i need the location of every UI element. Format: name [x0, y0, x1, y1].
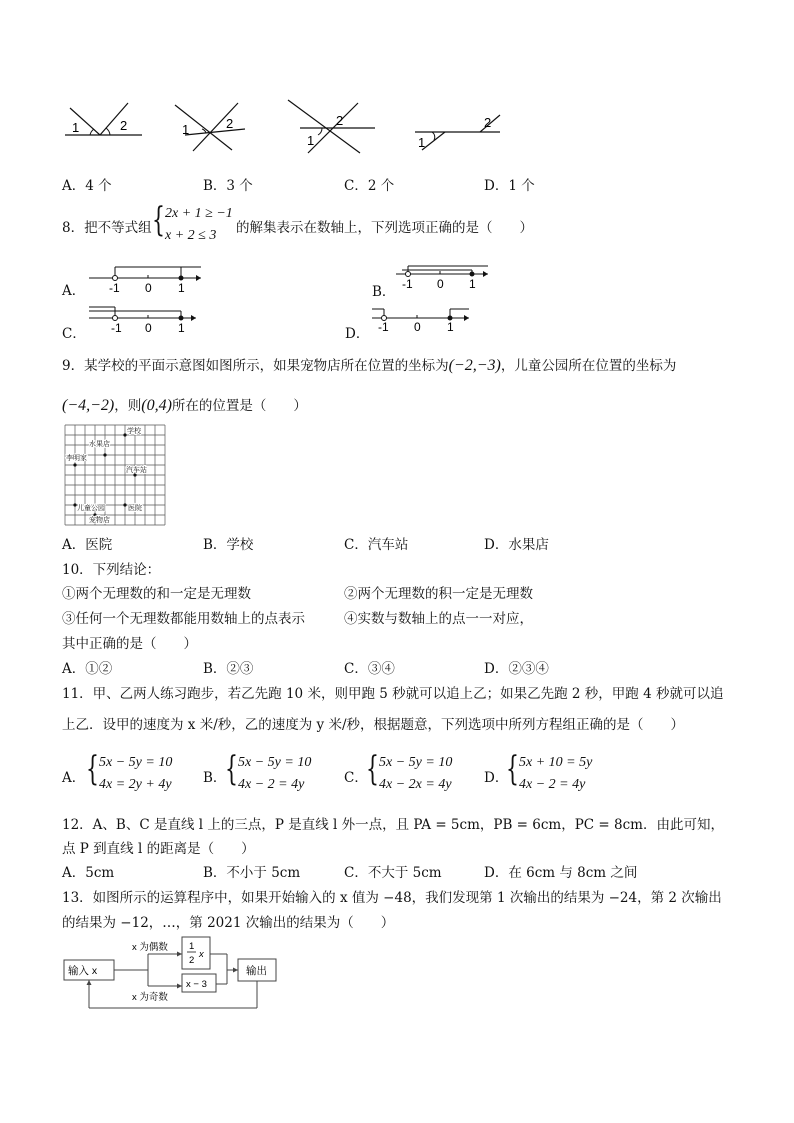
q8-ineq-1: 2x + 1 ≥ −1: [165, 206, 233, 221]
q8-option-a-letter[interactable]: A．: [62, 283, 86, 299]
q7-option-a[interactable]: A．4 个: [62, 178, 112, 194]
q7-b-label-2: 2: [226, 116, 234, 131]
q13-half-var: x: [199, 949, 204, 960]
q10-statement-4: ④实数与数轴上的点一一对应，: [344, 611, 533, 627]
q10-title: 10．下列结论：: [62, 562, 161, 578]
q9-coord-target: (0,4): [141, 397, 172, 414]
q8-brace: {: [152, 200, 165, 240]
q13-minus-box: x − 3: [186, 979, 207, 990]
q11-b-brace: {: [225, 749, 238, 789]
q9-text-2a: ，则: [114, 398, 142, 414]
q9-map-fruit-shop: 水果店: [89, 441, 110, 448]
q10-statement-1: ①两个无理数的和一定是无理数: [62, 586, 251, 602]
q7-figure-d: [415, 115, 500, 150]
q9-map-school: 学校: [127, 428, 141, 435]
q9-map-liming-home: 李明家: [66, 455, 87, 462]
q8-c-tick-0: 0: [145, 321, 152, 335]
q11-d-eq-1: 5x + 10 = 5y: [519, 755, 593, 770]
q10-option-d[interactable]: D．②③④: [484, 661, 549, 677]
q9-coord-park: (−4,−2): [62, 397, 115, 414]
q8-option-c-letter[interactable]: C．: [62, 326, 86, 342]
q8-a-tick-0: 0: [145, 281, 152, 295]
q12-option-d[interactable]: D．在 6cm 与 8cm 之间: [484, 865, 638, 881]
q13-line-1: 13．如图所示的运算程序中，如果开始输入的 x 值为 −48，我们发现第 1 次输出的结果为 −24，第 2 次输出: [62, 890, 722, 906]
q13-output-box: 输出: [246, 965, 267, 977]
q8-numberline-a[interactable]: [85, 264, 205, 296]
q9-option-b[interactable]: B．学校: [203, 537, 254, 553]
q11-a-eq-1: 5x − 5y = 10: [99, 755, 173, 770]
q11-option-b-letter[interactable]: B．: [203, 770, 227, 786]
q12-option-b[interactable]: B．不小于 5cm: [203, 865, 301, 881]
q8-numberline-d[interactable]: [368, 304, 473, 334]
q12-line-1: 12．A、B、C 是直线 l 上的三点，P 是直线 l 外一点，且 PA = 5cm，PB = 6cm，PC = 8cm．由此可知，: [62, 817, 724, 833]
q10-option-a[interactable]: A．①②: [62, 661, 113, 677]
q11-c-brace: {: [366, 749, 379, 789]
q9-map-hospital: 医院: [128, 505, 142, 512]
q9-map-childrens-park: 儿童公园: [77, 505, 105, 512]
q10-statement-2: ②两个无理数的积一定是无理数: [344, 586, 533, 602]
q9-map-bus-station: 汽车站: [126, 467, 147, 474]
q9-line-2: [62, 394, 307, 415]
q7-figure-c: [288, 100, 375, 153]
q8-ineq-2: x + 2 ≤ 3: [165, 228, 217, 243]
q7-d-label-2: 2: [484, 115, 492, 130]
q13-half-den: 2: [189, 955, 195, 966]
q9-text-1b: ，儿童公园所在位置的坐标为: [500, 358, 677, 374]
q9-option-d[interactable]: D．水果店: [484, 537, 549, 553]
q7-a-label-2: 2: [120, 118, 128, 133]
q9-map: [64, 424, 166, 526]
q8-option-b-letter[interactable]: B．: [372, 284, 396, 300]
q9-text-1: 9．某学校的平面示意图如图所示，如果宠物店所在位置的坐标为: [62, 358, 449, 374]
q7-c-label-2: 2: [336, 113, 344, 128]
q11-a-brace: {: [86, 749, 99, 789]
q13-flowchart: [62, 934, 280, 1012]
q7-option-b[interactable]: B．3 个: [203, 178, 253, 194]
q11-a-eq-2: 4x = 2y + 4y: [99, 777, 172, 792]
q7-figure-a: [65, 103, 142, 135]
q13-odd-label: x 为奇数: [132, 992, 168, 1003]
q9-option-c[interactable]: C．汽车站: [344, 537, 409, 553]
q11-c-eq-1: 5x − 5y = 10: [379, 755, 453, 770]
q11-option-d-system[interactable]: [519, 752, 592, 796]
q9-line-1: [62, 354, 676, 375]
q11-b-eq-1: 5x − 5y = 10: [238, 755, 312, 770]
q11-d-eq-2: 4x − 2 = 4y: [519, 777, 586, 792]
q8-a-tick-1: 1: [178, 281, 185, 295]
q10-option-c[interactable]: C．③④: [344, 661, 395, 677]
q8-d-tick-neg1: -1: [378, 320, 389, 334]
q9-map-pet-shop: 宠物店: [89, 517, 110, 524]
q7-figure-b: [175, 103, 245, 151]
q10-statement-3: ③任何一个无理数都能用数轴上的点表示: [62, 611, 305, 627]
q11-option-c-letter[interactable]: C．: [344, 770, 368, 786]
q8-b-tick-0: 0: [437, 277, 444, 291]
q8-b-tick-neg1: -1: [402, 277, 413, 291]
q9-option-a[interactable]: A．医院: [62, 537, 113, 553]
q11-option-c-system[interactable]: [379, 752, 452, 796]
q11-line-1: 11．甲、乙两人练习跑步，若乙先跑 10 米，则甲跑 5 秒就可以追上乙；如果乙先跑 2 秒，甲跑 4 秒就可以追: [62, 686, 724, 702]
q11-b-eq-2: 4x − 2 = 4y: [238, 777, 305, 792]
q8-a-tick-neg1: -1: [109, 281, 120, 295]
q8-d-tick-1: 1: [447, 320, 454, 334]
q11-c-eq-2: 4x − 2x = 4y: [379, 777, 452, 792]
q9-text-2b: 所在的位置是（ ）: [171, 398, 307, 414]
q7-a-label-1: 1: [72, 120, 80, 135]
q11-option-a-system[interactable]: [99, 752, 172, 796]
q8-prefix: 8．把不等式组: [62, 220, 152, 236]
q10-ask: 其中正确的是（ ）: [62, 636, 197, 652]
q10-option-b[interactable]: B．②③: [203, 661, 254, 677]
q8-numberline-b[interactable]: [392, 262, 492, 292]
q11-option-d-letter[interactable]: D．: [484, 770, 509, 786]
q7-c-label-1: 1: [307, 133, 315, 148]
q7-option-d[interactable]: D．1 个: [484, 178, 535, 194]
q8-suffix: 的解集表示在数轴上，下列选项正确的是（ ）: [236, 220, 533, 236]
q13-input-box: 输入 x: [68, 965, 98, 977]
q8-c-tick-neg1: -1: [111, 321, 122, 335]
q12-option-a[interactable]: A．5cm: [62, 865, 115, 881]
q12-line-2: 点 P 到直线 l 的距离是（ ）: [62, 841, 255, 857]
q8-option-d-letter[interactable]: D．: [345, 326, 370, 342]
q8-numberline-c[interactable]: [85, 302, 200, 336]
q11-option-b-system[interactable]: [238, 752, 311, 796]
q13-half-num: 1: [189, 941, 195, 952]
q7-figures: [60, 95, 540, 157]
q8-d-tick-0: 0: [414, 320, 421, 334]
q13-even-label: x 为偶数: [132, 942, 168, 953]
q8-c-tick-1: 1: [178, 321, 185, 335]
q11-d-brace: {: [506, 749, 519, 789]
q7-option-c[interactable]: C．2 个: [344, 178, 395, 194]
q8-system: [165, 203, 233, 247]
q7-d-label-1: 1: [418, 135, 426, 150]
q7-b-label-1: 1: [182, 122, 190, 137]
q11-option-a-letter[interactable]: A．: [62, 770, 86, 786]
q13-line-2: 的结果为 −12，…，第 2021 次输出的结果为（ ）: [62, 915, 395, 931]
q8-b-tick-1: 1: [469, 277, 476, 291]
q9-coord-pet: (−2,−3): [448, 357, 501, 374]
q11-line-2: 上乙．设甲的速度为 x 米/秒，乙的速度为 y 米/秒，根据题意，下列选项中所列方程组正确的是（ ）: [62, 717, 685, 733]
q12-option-c[interactable]: C．不大于 5cm: [344, 865, 442, 881]
